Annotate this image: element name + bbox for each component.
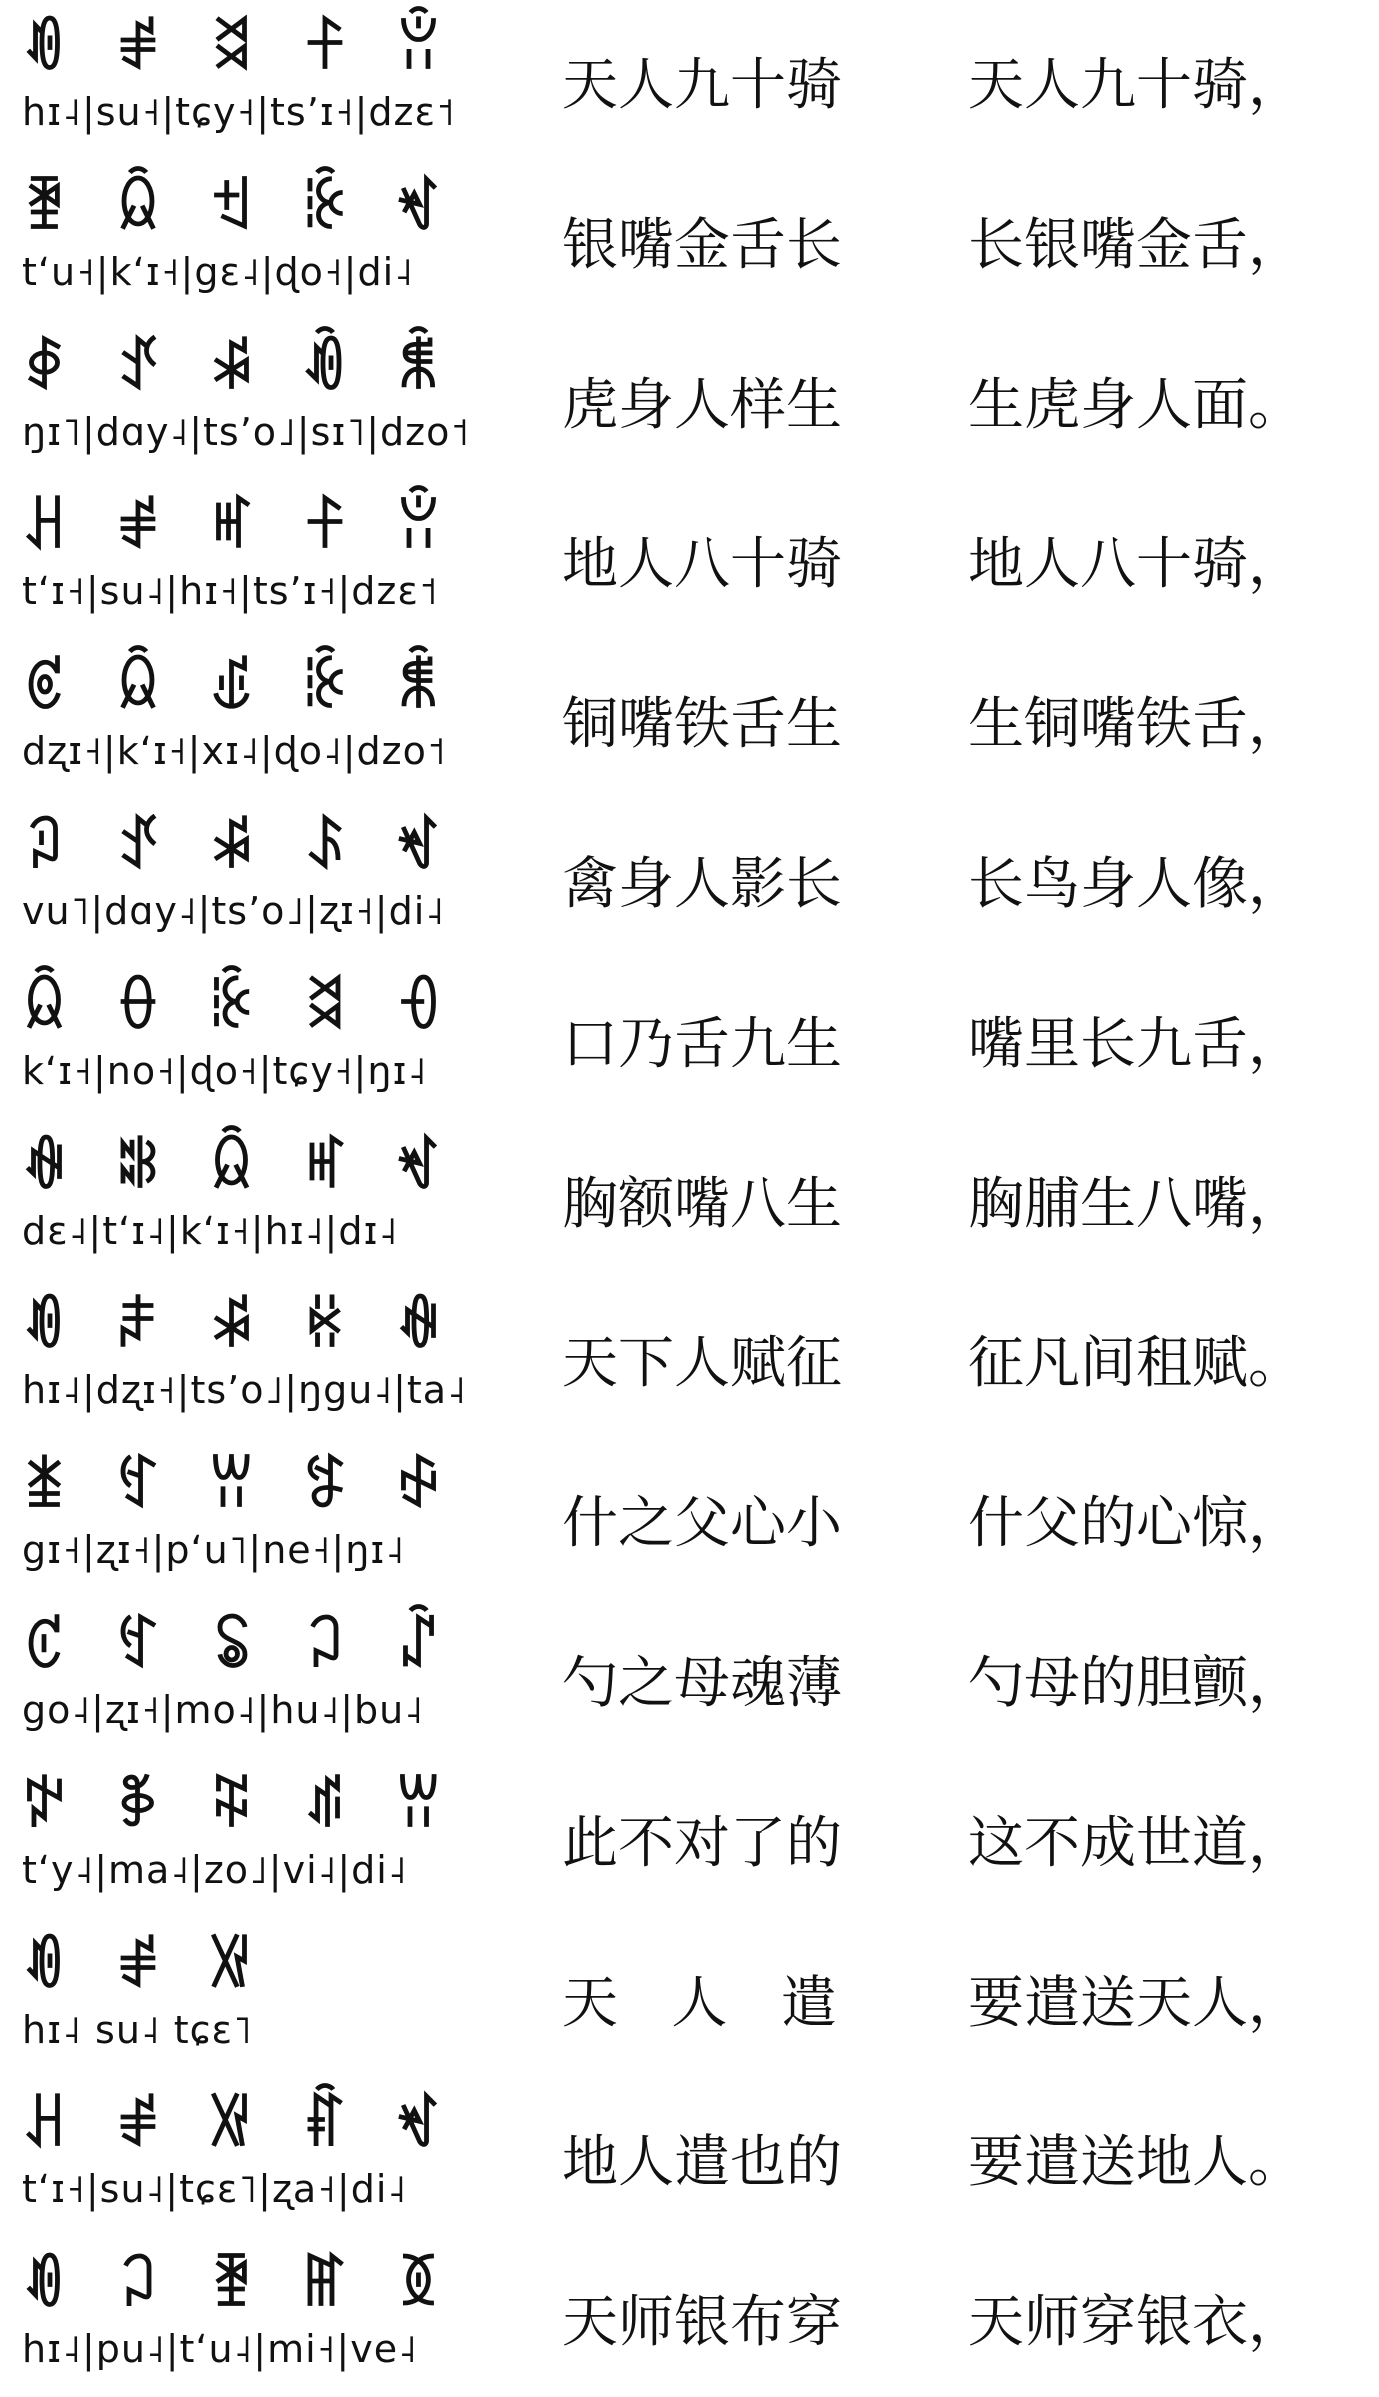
free-translation: 生虎身人面。 (968, 372, 1304, 438)
verse-row (0, 2237, 1379, 2397)
yi-script-cell (22, 811, 456, 951)
yi-script-cell (22, 1610, 456, 1750)
ipa-transcription: hɪ˨|dʐɪ˧|tsʼo˩|ŋgu˨|ta˨ (22, 1368, 467, 1413)
verse-row (0, 1758, 1379, 1918)
yi-glyphs: ꄿ ꆯ ꉬ ꊬ ꏝ (22, 173, 456, 242)
yi-glyphs: ꉢ ꃆ ꍫ ꁮ ꀕ (22, 1771, 456, 1840)
yi-glyphs: ꊐ ꉐ ꂢ ꃀ ꁳ (22, 1612, 456, 1680)
yi-glyphs: ꏳ ꆯ ꍑ ꊬ ꐨ (22, 653, 456, 722)
yi-glyphs: ꇜ ꀋ ꋩ ꌺ ꏝ (22, 813, 456, 881)
yi-glyphs: ꁧ ꉐ ꀕ ꉎ ꈢ (22, 1452, 456, 1521)
yi-glyphs: ꀑ ꃀ ꄿ ꂵ ꅉ (22, 2251, 456, 2320)
yi-script-cell (22, 1450, 456, 1590)
yi-glyphs: ꀑ ꌧ ꋩ ꃛ ꊿ (22, 1292, 456, 1361)
free-translation: 要遣送地人。 (968, 2130, 1304, 2196)
yi-script-cell (22, 172, 456, 312)
literal-translation: 天师银布穿 (562, 2290, 842, 2356)
ipa-transcription: gɪ˧|ʐɪ˧|pʻu˥|ne˧|ŋɪ˨ (22, 1528, 406, 1573)
yi-script-cell (22, 971, 456, 1111)
ipa-transcription: tʻy˨|ma˨|zo˩|vi˨|di˨ (22, 1847, 408, 1892)
yi-script-cell (22, 1930, 452, 2070)
free-translation: 胸脯生八嘴， (968, 1171, 1304, 1237)
literal-translation: 勺之母魂薄 (562, 1651, 842, 1716)
yi-script-cell (22, 1770, 456, 1910)
ipa-transcription: hɪ˨|su˧|tɕy˧|tsʼɪ˧|dzɛ˦ (22, 90, 456, 134)
free-translation: 天人九十骑， (968, 53, 1304, 118)
ipa-transcription: hɪ˨ su˨ tɕɛ˥ (22, 2007, 253, 2052)
verse-row (0, 160, 1379, 320)
yi-glyphs: ꃅ ꂱ ꑟ ꐤ ꏝ (22, 2091, 456, 2160)
ipa-transcription: dʐɪ˧|kʻɪ˧|xɪ˨|ɖo˨|dzo˦ (22, 729, 447, 774)
verse-row (0, 1598, 1379, 1758)
verse-row (0, 0, 1379, 160)
free-translation: 生铜嘴铁舌， (968, 692, 1304, 758)
literal-translation: 胸额嘴八生 (562, 1171, 842, 1237)
literal-translation: 银嘴金舌长 (562, 212, 842, 278)
literal-translation: 天 人 遣 (562, 1970, 837, 2036)
free-translation: 天师穿银衣， (968, 2290, 1304, 2356)
verse-row (0, 2077, 1379, 2237)
free-translation: 什父的心惊， (968, 1491, 1304, 1557)
verse-row (0, 320, 1379, 480)
verse-row (0, 1438, 1379, 1598)
literal-translation: 口乃舌九生 (562, 1011, 842, 1077)
yi-glyphs: ꀑ ꂱ ꑟ (22, 1931, 269, 2000)
literal-translation: 天人九十骑 (562, 53, 842, 118)
ipa-transcription: tʻɪ˧|su˨|hɪ˧|tsʼɪ˧|dzɛ˦ (22, 569, 439, 614)
literal-translation: 此不对了的 (562, 1810, 842, 1876)
ipa-transcription: tʻɪ˧|su˨|tɕɛ˥|ʐa˧|di˨ (22, 2167, 408, 2212)
ipa-transcription: dɛ˨|tʻɪ˨|kʻɪ˧|hɪ˨|dɪ˨ (22, 1208, 399, 1253)
verse-row (0, 479, 1379, 639)
yi-script-cell (22, 491, 456, 631)
verse-row (0, 959, 1379, 1119)
literal-translation: 地人八十骑 (562, 532, 842, 598)
free-translation: 要遣送天人， (968, 1970, 1304, 2036)
literal-translation: 禽身人影长 (562, 852, 842, 917)
free-translation: 长银嘴金舌， (968, 212, 1304, 278)
ipa-transcription: hɪ˨|pu˨|tʻu˨|mi˧|ve˨ (22, 2327, 418, 2372)
ipa-transcription: kʻɪ˧|no˧|ɖo˧|tɕy˧|ŋɪ˨ (22, 1048, 428, 1093)
literal-translation: 铜嘴铁舌生 (562, 692, 842, 758)
yi-glyphs: ꃅ ꂱ ꎭ ꊰ ꂧ (22, 493, 456, 562)
free-translation: 地人八十骑， (968, 532, 1304, 598)
verse-row (0, 639, 1379, 799)
yi-glyphs: ꆯ ꂷ ꊬ ꈬ ꌡ (22, 972, 456, 1041)
free-translation: 征凡间租赋。 (968, 1331, 1304, 1397)
yi-glyphs: ꇉ ꀋ ꋩ ꀐ ꐨ (22, 333, 456, 402)
literal-translation: 地人遣也的 (562, 2130, 842, 2196)
yi-script-cell (22, 12, 456, 152)
verse-row (0, 1918, 1379, 2078)
yi-script-cell (22, 1290, 467, 1430)
ipa-transcription: go˨|ʐɪ˧|mo˨|hu˨|bu˨ (22, 1688, 424, 1732)
yi-script-cell (22, 2089, 456, 2229)
yi-glyphs: ꀑ ꂱ ꈬ ꊰ ꂧ (22, 14, 456, 82)
yi-glyphs: ꊿ ꄀ ꆯ ꎭ ꏝ (22, 1132, 456, 1201)
literal-translation: 虎身人样生 (562, 372, 842, 438)
ipa-transcription: tʻu˧|kʻɪ˧|gɛ˨|ɖo˧|di˨ (22, 249, 414, 294)
literal-translation: 什之父心小 (562, 1491, 842, 1557)
verse-row (0, 1278, 1379, 1438)
free-translation: 长鸟身人像， (968, 852, 1304, 917)
free-translation: 勺母的胆颤， (968, 1651, 1304, 1716)
verse-row (0, 799, 1379, 959)
yi-script-cell (22, 1131, 456, 1271)
ipa-transcription: vu˥|dɑy˨|tsʼo˩|ʐɪ˧|di˨ (22, 889, 445, 933)
literal-translation: 天下人赋征 (562, 1331, 842, 1397)
free-translation: 嘴里长九舌， (968, 1011, 1304, 1077)
yi-script-cell (22, 651, 456, 791)
verse-row (0, 1119, 1379, 1279)
yi-script-cell (22, 2249, 456, 2389)
free-translation: 这不成世道， (968, 1810, 1304, 1876)
yi-script-cell (22, 332, 471, 472)
ipa-transcription: ŋɪ˥|dɑy˨|tsʼo˩|sɪ˥|dzo˦ (22, 409, 471, 454)
